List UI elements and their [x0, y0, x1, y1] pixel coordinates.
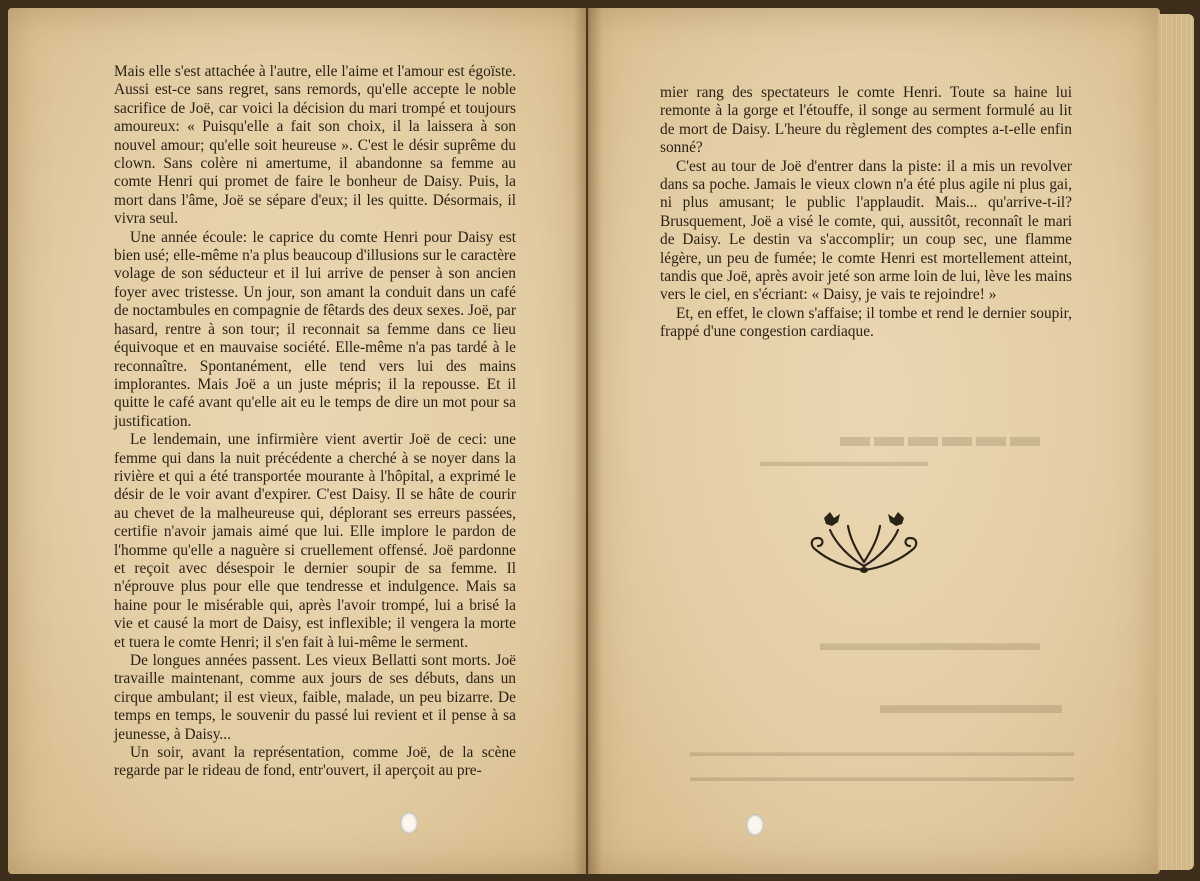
- left-page-text: [114, 63, 516, 781]
- paragraph: mier rang des spectateurs le comte Henri. Toute sa haine lui remonte à la gorge et l'étouffe, il songe au serment formulé au lit de mort de Daisy. L'heure du règlement des comptes a-t-elle enfin sonné?: [660, 84, 1072, 157]
- page-edges: [1158, 14, 1194, 870]
- binding-hole: [746, 814, 764, 836]
- paragraph: De longues années passent. Les vieux Bellatti sont morts. Joë travaille maintenant, comme aux jours de ses débuts, dans un cirque ambulant; il est vieux, faible, malade, un peu bizarre. De temps en temps, le souvenir du passé lui revient et il pense à sa jeunesse, à Daisy...: [114, 652, 516, 743]
- right-page-text: [660, 84, 1072, 342]
- show-through-line: ▬▬▬▬▬▬▬▬▬▬▬▬: [760, 455, 928, 470]
- floral-ornament-icon: [806, 510, 922, 576]
- show-through-line: ▬▬▬▬▬▬▬▬▬▬▬▬▬▬▬▬▬▬▬▬▬▬▬▬▬▬▬▬▬▬▬▬: [690, 745, 1074, 759]
- show-through-line: ▬▬▬▬▬▬▬: [880, 690, 1062, 719]
- paragraph: Un soir, avant la représentation, comme Joë, de la scène regarde par le rideau de fond, entr'ouvert, il aperçoit au pre-: [114, 744, 516, 780]
- paragraph: Et, en effet, le clown s'affaise; il tombe et rend le dernier soupir, frappé d'une congestion cardiaque.: [660, 304, 1072, 341]
- show-through-line: ▬▬▬▬▬▬▬▬▬▬▬▬▬▬▬▬▬▬▬▬▬▬▬▬▬▬▬▬▬▬▬▬: [690, 770, 1074, 784]
- show-through-line: ▬▬▬▬▬▬▬▬▬▬: [820, 630, 1040, 655]
- paragraph: Le lendemain, une infirmière vient avertir Joë de ceci: une femme qui dans la nuit précédente a cherché à se noyer dans la rivière et qui a été transportée mourante à l'hôpital, a exprimé le désir de le voir avant d'expirer. C'est Daisy. Il se hâte de courir au chevet de la malheureuse qui, déplorant ses erreurs passées, certifie n'avoir jamais aimé que lui. Elle implore le pardon de l'homme qu'elle a naguère si cruellement offensé. Joë pardonne et reçoit avec désespoir le dernier soupir de sa femme. Il n'éprouve plus pour elle que tendresse et indulgence. Mais sa haine pour le misérable qui, après l'avoir trompé, lui a brisé la vie et causé la mort de Daisy, est inflexible; il vengera la morte et tuera le comte Henri; il s'en fait à lui-même le serment.: [114, 431, 516, 651]
- paragraph: Une année écoule: le caprice du comte Henri pour Daisy est bien usé; elle-même n'a plus beaucoup d'illusions sur le caractère volage de son séducteur et il lui arrive de penser à son ancien foyer avec tristesse. Un jour, son amant la conduit dans un café de noctambules en compagnie de fêtards des deux sexes. Joë, par hasard, rentre à son tour; il reconnait sa femme dans ce lieu équivoque et en mauvaise société. Elle-même n'a pas tardé à le reconnaître. Spontanément, elle tend vers lui des mains implorantes. Mais Joë a un juste mépris; il la repousse. Et il quitte le café avant qu'elle ait eu le temps de dire un mot pour sa justification.: [114, 228, 516, 430]
- paragraph: C'est au tour de Joë d'entrer dans la piste: il a mis un revolver dans sa poche. Jamais le vieux clown n'a été plus agile ni plus gai, ni plus amusant; le public l'applaudit. Mais... qu'arrive-t-il? Brusquement, Joë a visé le comte, qui, aussitôt, reconnaît le mari de Daisy. Le destin va s'accomplir; un coup sec, une flamme légère, un peu de fumée; le comte Henri est mortellement atteint, tandis que Joë, après avoir jeté son arme loin de lui, lève les mains vers le ciel, en s'écriant: « Daisy, je vais te rejoindre! »: [660, 157, 1072, 304]
- binding-hole: [400, 812, 418, 834]
- show-through-line: ▬▬▬▬▬▬: [840, 420, 1044, 453]
- paragraph: Mais elle s'est attachée à l'autre, elle l'aime et l'amour est égoïste. Aussi est-ce sans regret, sans remords, qu'elle accepte le noble sacrifice de Joë, car voici la décision du mari trompé et toujours amoureux: « Puisqu'elle a fait son choix, il la laissera à son nouvel amour; qu'elle soit heureuse ». C'est le désir suprême du clown. Sans colère ni amertume, il abandonne sa femme au comte Henri qui promet de faire le bonheur de Daisy. Puis, la mort dans l'âme, Joë se sépare d'eux; il les quitte. Désormais, il vivra seul.: [114, 63, 516, 228]
- book-gutter: [574, 8, 602, 874]
